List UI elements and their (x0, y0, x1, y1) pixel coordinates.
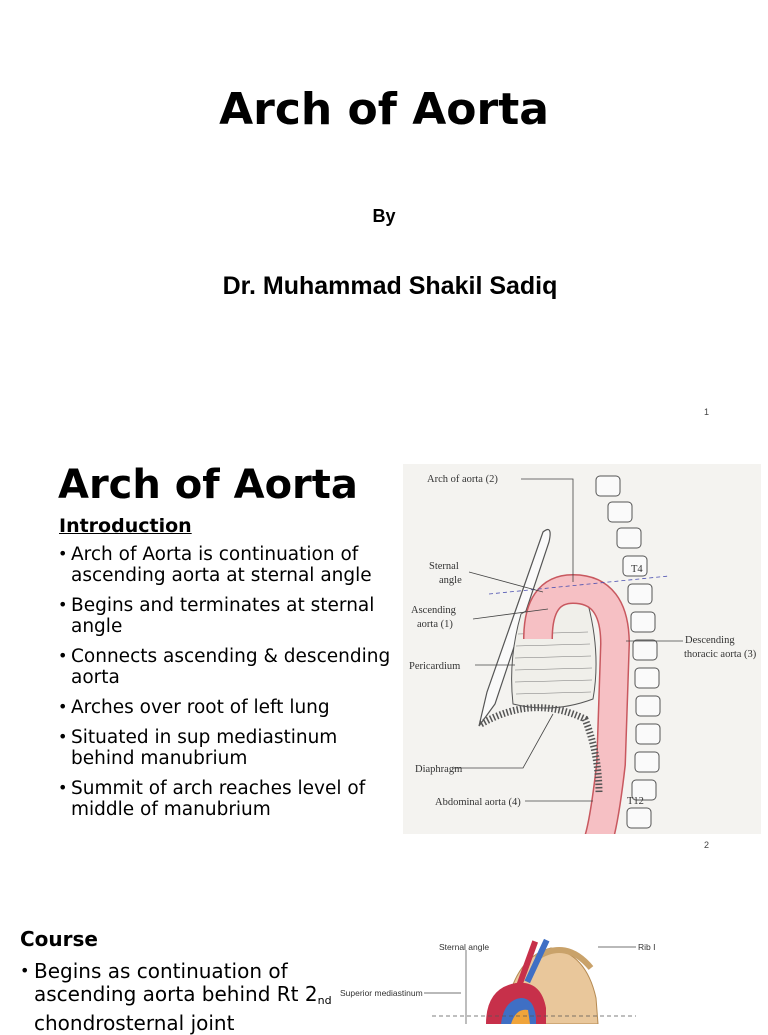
by-label: By (372, 206, 396, 226)
mediastinum-diagram (336, 928, 666, 1024)
bullet-item: • Arches over root of left lung (58, 697, 403, 718)
ordinal-subscript: nd (317, 994, 332, 1007)
introduction-slide (0, 430, 768, 855)
bullet-item: • Arch of Aorta is continuation of ascending aorta at sternal angle (58, 544, 403, 586)
bullet-list (58, 544, 403, 829)
aorta-diagram (403, 464, 761, 834)
label-rib-1: Rib I (638, 942, 656, 952)
bullet-item: • Situated in sup mediastinum behind manubrium (58, 727, 403, 769)
page-number: 1 (704, 407, 710, 417)
vertebra-t4-label: T4 (631, 564, 643, 575)
page-number: 2 (704, 840, 710, 850)
label-arch-of-aorta: Arch of aorta (2) (427, 474, 498, 485)
label-descending: Descending (685, 635, 735, 646)
label-pericardium: Pericardium (409, 661, 461, 672)
bullet-text-part: chondrosternal joint (34, 1011, 235, 1035)
author-name: Dr. Muhammad Shakil Sadiq (222, 272, 558, 300)
label-abdominal-aorta: Abdominal aorta (4) (435, 797, 521, 808)
label-sternal: Sternal (429, 561, 459, 572)
presentation-title: Arch of Aorta (219, 84, 549, 135)
label-diaphragm: Diaphragm (415, 764, 463, 775)
section-heading: Course (20, 927, 98, 951)
label-superior-mediastinum: Superior mediastinum (340, 988, 423, 998)
course-slide (0, 855, 768, 1035)
bullet-text-part: 2 (304, 982, 318, 1006)
label-descending-thoracic-aorta: thoracic aorta (3) (684, 649, 757, 660)
label-ascending-aorta: aorta (1) (417, 619, 453, 630)
vertebra-t12-label: T12 (627, 796, 644, 807)
bullet-item: • Summit of arch reaches level of middle of manubrium (58, 778, 403, 820)
bullet-item: • Begins and terminates at sternal angle (58, 595, 403, 637)
title-slide (0, 0, 768, 430)
label-sternal-angle: Sternal angle (439, 942, 490, 952)
label-ascending: Ascending (411, 605, 456, 616)
bullet-item: • Connects ascending & descending aorta (58, 646, 403, 688)
bullet-text: Begins as continuation of ascending aorta behind Rt (34, 959, 299, 1006)
section-heading: Introduction (59, 515, 192, 537)
label-angle: angle (439, 575, 462, 586)
slide-title: Arch of Aorta (58, 462, 358, 508)
